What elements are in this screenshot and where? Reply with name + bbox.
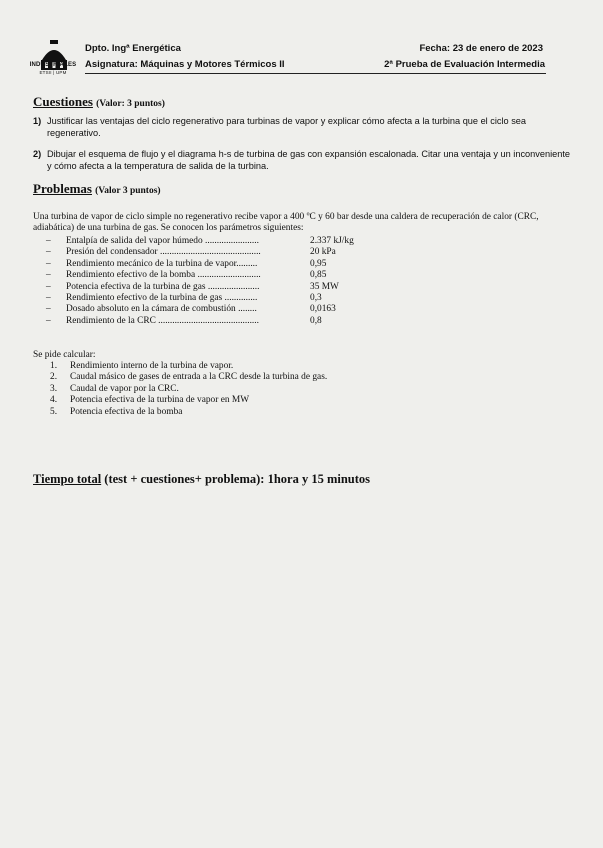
task-item	[50, 372, 500, 383]
parameter-label: Potencia efectiva de la turbina de gas ......................	[66, 281, 260, 292]
question-number: 1)	[33, 116, 42, 126]
question-text: Justificar las ventajas del ciclo regenerativo para turbinas de vapor y explicar cómo afecta a la turbina que el ciclo sea regenerativo.	[47, 116, 527, 138]
parameter-label: Dosado absoluto en la cámara de combustión ........	[66, 304, 257, 315]
task-number: 3.	[50, 383, 58, 394]
question-1	[33, 116, 573, 139]
parameter-value: 0,0163	[310, 304, 336, 315]
parameter-item: – Rendimiento de la CRC ........................................... 0,8	[46, 315, 322, 326]
parameter-value: 0,95	[310, 258, 327, 269]
parameter-item: – Rendimiento mecánico de la turbina de vapor......... 0,95	[46, 258, 327, 269]
parameter-item: – Rendimiento efectivo de la bomba ........................... 0,85	[46, 270, 327, 281]
exam-name: 2ª Prueba de Evaluación Intermedia	[384, 59, 545, 70]
problem-statement: Una turbina de vapor de ciclo simple no regenerativo recibe vapor a 400 ºC y 60 bar desde una caldera de recuperación de calor (CRC, adiabática) de una turbina de gas. Se conocen los parámetros siguientes:	[33, 212, 539, 234]
logo-wordmark	[22, 62, 84, 76]
question-number: 2)	[33, 149, 42, 159]
parameter-label: Rendimiento efectivo de la bomba ...........................	[66, 270, 261, 281]
parameter-value: 20 kPa	[310, 247, 336, 258]
task-item	[50, 395, 500, 406]
question-text: Dibujar el esquema de flujo y el diagrama h-s de turbina de gas con expansión escalonada. Citar una ventaja y un inconveniente y cómo afecta a la temperatura de salida de la turbina.	[47, 149, 570, 171]
logo-subtext: ETSII | UPM	[39, 70, 67, 75]
exam-date: Fecha: 23 de enero de 2023	[419, 43, 543, 54]
parameter-item: – Entalpía de salida del vapor húmedo ....................... 2.337 kJ/kg	[46, 236, 354, 246]
parameter-item: – Dosado absoluto en la cámara de combustión ........ 0,0163	[46, 304, 336, 315]
parameter-list	[46, 236, 406, 327]
parameter-label: Rendimiento de la CRC ...........................................	[66, 315, 259, 326]
parameter-value: 0,3	[310, 292, 322, 303]
parameter-value: 0,85	[310, 270, 327, 281]
parameter-item: – Presión del condensador ........................................... 20 kPa	[46, 247, 336, 258]
task-intro: Se pide calcular:	[33, 350, 96, 360]
department-label: Dpto. Ingª Energética	[85, 43, 181, 54]
cuestiones-value: (Valor: 3 puntos)	[96, 99, 165, 109]
task-number: 1.	[50, 361, 58, 371]
question-2	[33, 149, 573, 172]
task-item	[50, 384, 500, 395]
total-time-label: Tiempo total	[33, 472, 102, 486]
parameter-value: 2.337 kJ/kg	[310, 236, 354, 246]
problemas-title: Problemas	[33, 181, 92, 196]
task-text: Caudal másico de gases de entrada a la CRC desde la turbina de gas.	[70, 372, 328, 383]
task-text: Potencia efectiva de la turbina de vapor en MW	[70, 395, 250, 406]
task-number: 5.	[50, 406, 58, 417]
header-divider	[85, 73, 546, 74]
parameter-label: Rendimiento efectivo de la turbina de gas ..............	[66, 292, 258, 303]
task-number: 4.	[50, 395, 58, 406]
total-time-text: (test + cuestiones+ problema): 1hora y 15 minutos	[101, 472, 371, 486]
parameter-value: 35 MW	[310, 281, 339, 292]
parameter-label: Presión del condensador ...........................................	[66, 247, 261, 258]
parameter-item: – Potencia efectiva de la turbina de gas ...................... 35 MW	[46, 281, 339, 292]
task-text: Caudal de vapor por la CRC.	[70, 383, 179, 394]
subject-label: Asignatura: Máquinas y Motores Térmicos II	[85, 59, 285, 70]
task-item	[50, 407, 500, 418]
logo-text: INDUSTRIALES	[29, 62, 77, 68]
cuestiones-heading	[33, 94, 165, 110]
task-text: Rendimiento interno de la turbina de vapor.	[70, 361, 234, 371]
cuestiones-title: Cuestiones	[33, 94, 93, 109]
parameter-item: – Rendimiento efectivo de la turbina de gas .............. 0,3	[46, 292, 322, 303]
problemas-heading	[33, 181, 161, 197]
task-text: Potencia efectiva de la bomba	[70, 406, 183, 417]
parameter-label: Entalpía de salida del vapor húmedo .......................	[66, 236, 259, 246]
task-item	[50, 361, 500, 372]
total-time	[33, 472, 370, 487]
parameter-value: 0,8	[310, 315, 322, 326]
task-list	[50, 361, 500, 418]
problemas-value: (Valor 3 puntos)	[95, 186, 161, 196]
parameter-label: Rendimiento mecánico de la turbina de vapor.........	[66, 258, 258, 269]
task-number: 2.	[50, 372, 58, 383]
